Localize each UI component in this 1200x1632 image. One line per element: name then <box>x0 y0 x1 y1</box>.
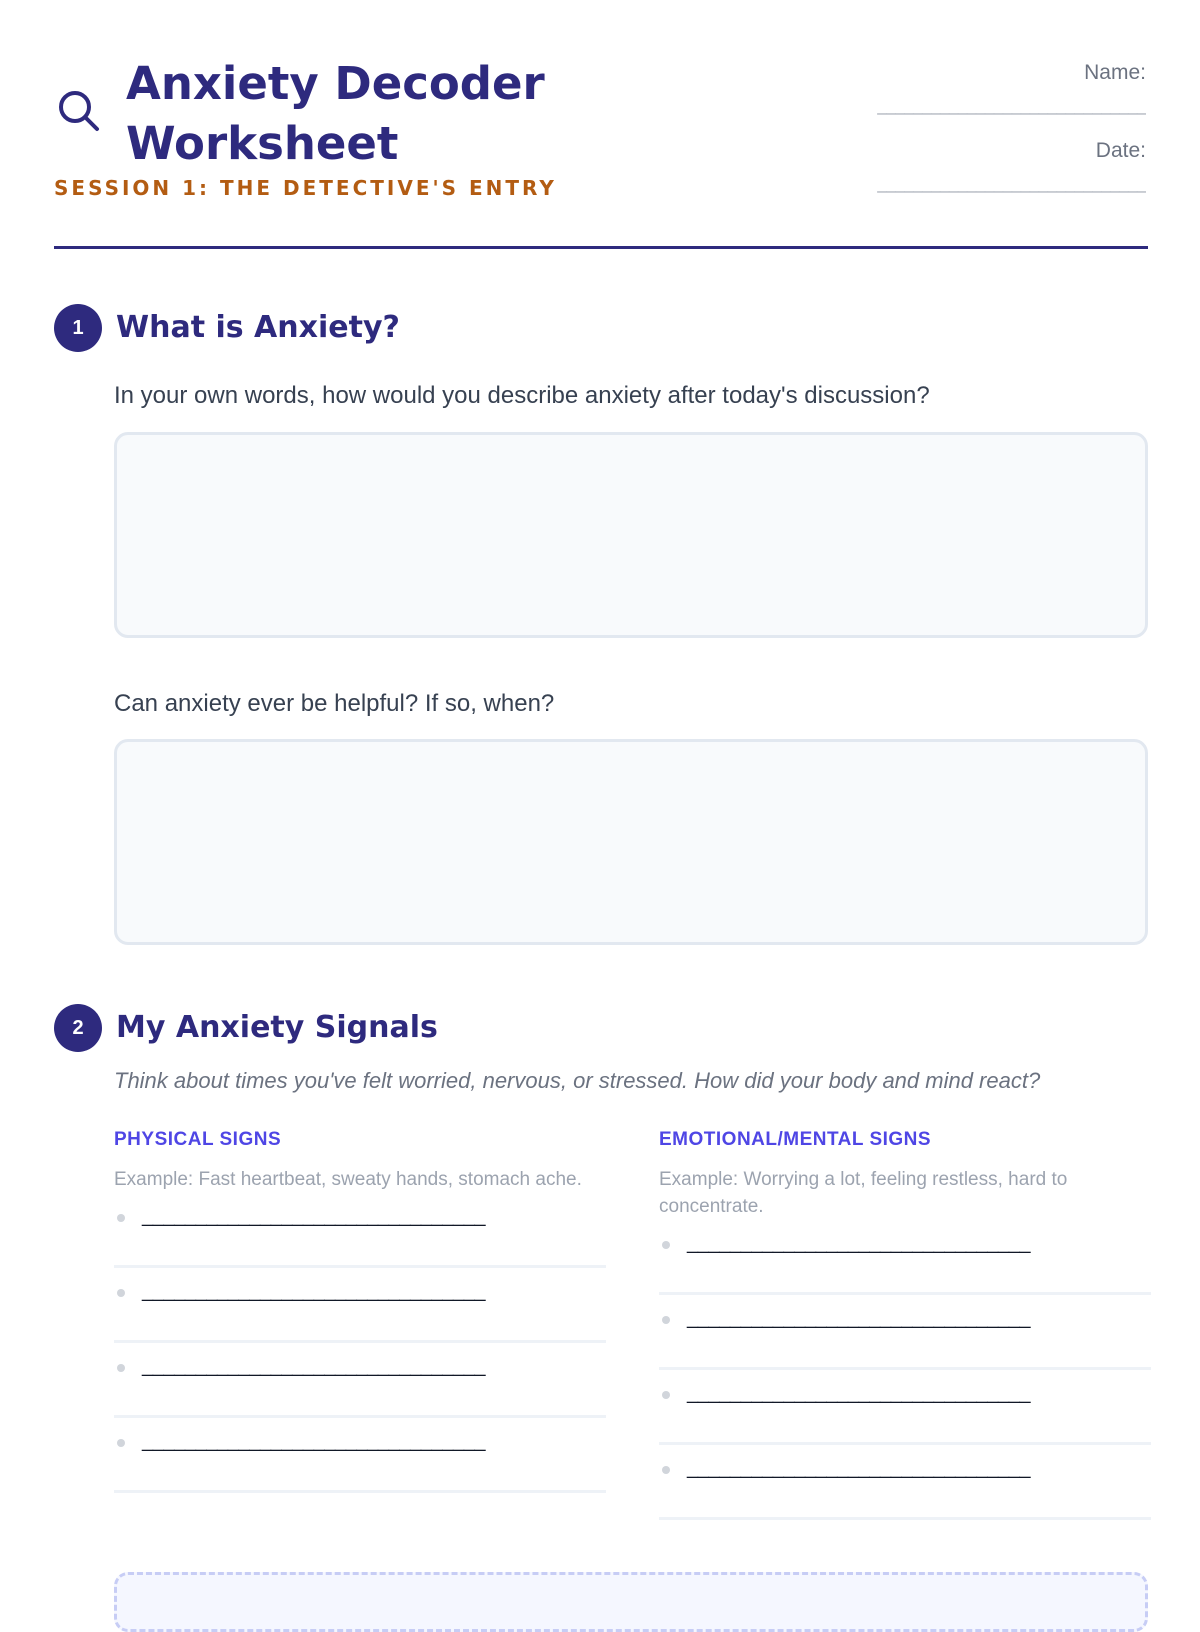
emotional-signs-column <box>659 1128 1151 1520</box>
emotional-signs-example: Example: Worrying a lot, feeling restless, hard to concentrate. <box>659 1169 1068 1217</box>
question-describe-anxiety: In your own words, how would you describe anxiety after today's discussion? <box>114 382 930 409</box>
answer-box-anxiety-helpful[interactable] <box>114 739 1148 945</box>
bullet-icon <box>662 1391 670 1399</box>
emotional-signs-heading: EMOTIONAL/MENTAL SIGNS <box>659 1129 932 1150</box>
list-item[interactable] <box>114 1343 606 1418</box>
worksheet-header <box>54 52 1146 202</box>
list-item[interactable] <box>114 1268 606 1343</box>
search-icon <box>56 88 102 134</box>
list-item[interactable] <box>659 1295 1151 1370</box>
blank-line: ________________________________ <box>687 1307 1031 1329</box>
list-item[interactable] <box>659 1370 1151 1445</box>
answer-box-describe-anxiety[interactable] <box>114 432 1148 638</box>
blank-line: ________________________________ <box>142 1430 486 1452</box>
section-1-number-badge: 1 <box>54 304 102 352</box>
list-item[interactable] <box>114 1418 606 1493</box>
list-item[interactable] <box>659 1220 1151 1295</box>
blank-line: ________________________________ <box>687 1382 1031 1404</box>
blank-line: ________________________________ <box>142 1205 486 1227</box>
bullet-icon <box>662 1466 670 1474</box>
section-1-title: What is Anxiety? <box>116 310 400 345</box>
bullet-icon <box>117 1289 125 1297</box>
name-field[interactable]: ______________________________ <box>877 96 1146 115</box>
blank-line: ________________________________ <box>142 1355 486 1377</box>
physical-signs-heading: PHYSICAL SIGNS <box>114 1129 282 1150</box>
section-2-title: My Anxiety Signals <box>116 1010 438 1045</box>
list-item[interactable] <box>659 1445 1151 1520</box>
blank-line: ________________________________ <box>687 1457 1031 1479</box>
bullet-icon <box>117 1364 125 1372</box>
name-date-block <box>816 58 1146 214</box>
physical-signs-list <box>114 1193 606 1493</box>
blank-line: ________________________________ <box>687 1232 1031 1254</box>
bullet-icon <box>662 1241 670 1249</box>
section-2-number-badge: 2 <box>54 1004 102 1052</box>
date-field[interactable]: ______________________________ <box>877 174 1146 193</box>
page-title: Anxiety Decoder Worksheet <box>126 57 545 170</box>
name-label: Name: <box>1084 61 1146 84</box>
bullet-icon <box>662 1316 670 1324</box>
blank-line: ________________________________ <box>142 1280 486 1302</box>
list-item[interactable] <box>114 1193 606 1268</box>
header-divider <box>54 246 1148 249</box>
physical-signs-column <box>114 1128 606 1493</box>
question-anxiety-helpful: Can anxiety ever be helpful? If so, when? <box>114 690 555 717</box>
emotional-signs-list <box>659 1220 1151 1520</box>
bullet-icon <box>117 1439 125 1447</box>
session-subtitle: SESSION 1: THE DETECTIVE'S ENTRY <box>54 176 557 200</box>
physical-signs-example: Example: Fast heartbeat, sweaty hands, stomach ache. <box>114 1169 582 1190</box>
bullet-icon <box>117 1214 125 1222</box>
date-label: Date: <box>1095 139 1146 162</box>
next-section-box <box>114 1572 1148 1632</box>
section-2-instruction: Think about times you've felt worried, nervous, or stressed. How did your body and mind react? <box>114 1068 1041 1093</box>
